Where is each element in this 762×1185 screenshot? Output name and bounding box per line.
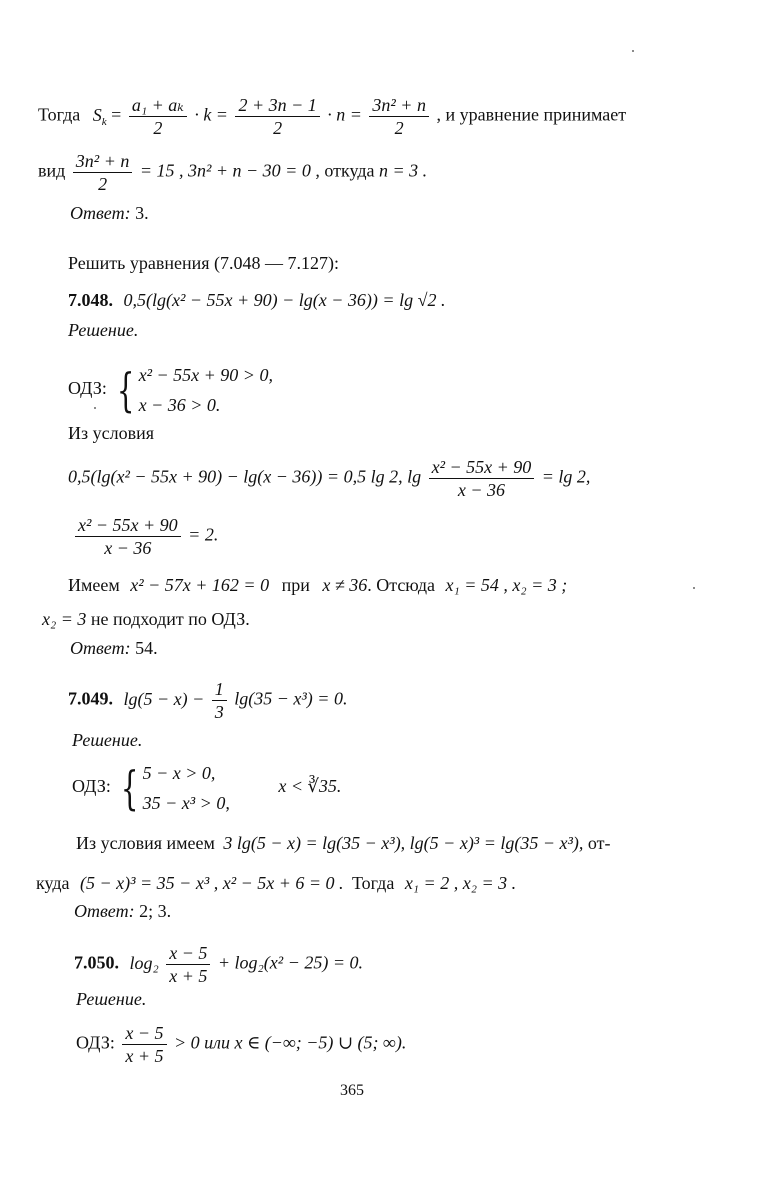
problem-7048 (68, 291, 445, 309)
text-equation-becomes: , и уравнение принимает (436, 104, 627, 125)
answer-label: Ответ: (70, 203, 131, 223)
quadratic-line (68, 576, 567, 594)
condition-work-line (76, 834, 611, 852)
rational-equation-line (72, 516, 218, 557)
fraction-2-3n-1: $\frac{2 + 3n - 1}{2}$ (235, 96, 319, 137)
fraction-a1-ak: $\frac{\text{a₁ + aₖ}}{2}$ (129, 96, 187, 137)
times-k: · k = (194, 104, 228, 125)
log-equation-right: = lg 2, (541, 466, 591, 487)
odz-label: ОДЗ: (68, 378, 107, 399)
answer-label: Ответ: (74, 901, 135, 921)
scan-dot (632, 50, 634, 52)
equation-part-a: lg(5 − x) − (123, 688, 205, 709)
times-n: · n = (327, 104, 362, 125)
result-n3: n = 3 . (378, 160, 428, 181)
equation-part-b: + log₂(x² − 25) = 0. (217, 952, 363, 973)
word-otkuda: откуда (324, 160, 375, 181)
text-from-condition: Из условия имеем (76, 833, 215, 853)
log-base-2: log₂ (129, 952, 159, 973)
answer-line-7049 (74, 902, 171, 920)
condition-1: x² − 55x + 90 > 0, (138, 365, 273, 385)
solution-label: Решение. (76, 989, 147, 1009)
section-heading: Решить уравнения (7.048 — 7.127): (68, 253, 339, 273)
cubic-work-line (36, 874, 516, 892)
condition-1: 5 − x > 0, (142, 763, 216, 783)
condition-2: x − 36 > 0. (138, 395, 221, 415)
answer-value: 54. (135, 638, 158, 658)
log-equation-left: 0,5(lg(x² − 55x + 90) − lg(x − 36)) = 0,5 lg 2, lg (68, 466, 422, 487)
odz-result: x < ∛35. (278, 776, 342, 797)
hyphen-ot: от- (587, 833, 611, 853)
quadratic-equation: x² − 57x + 162 = 0 (130, 575, 270, 595)
fraction-log-argument: $\frac{\text{x² − 55x + 90}}{x - 36}$ (429, 458, 535, 499)
fraction-3n2-n-2: $\frac{\text{3n² + n}}{2}$ (73, 152, 133, 193)
equation-3n2: = 15 , 3n² + n − 30 = 0 , (139, 160, 320, 181)
equation-transform-line (68, 458, 590, 499)
odz-label: ОДЗ: (76, 1032, 115, 1053)
word-imeem: Имеем (68, 575, 120, 595)
problem-7050 (74, 944, 363, 985)
scan-dot (693, 587, 695, 589)
odz-7048 (68, 363, 273, 417)
problem-7049 (68, 680, 347, 721)
word-togda: Тогда (38, 104, 81, 125)
solution-label: Решение. (72, 730, 143, 750)
reject-text: не подходит по ОДЗ. (90, 609, 250, 629)
problem-number: 7.049. (68, 688, 113, 709)
condition-system: { x² − 55x + 90 > 0, x − 36 > 0. (117, 363, 273, 417)
answer-line-1 (70, 204, 149, 222)
fraction-rational: $\frac{\text{x² − 55x + 90}}{x - 36}$ (75, 516, 181, 557)
answer-value: 2; 3. (139, 901, 172, 921)
page-number: 365 (340, 1082, 364, 1099)
fraction-one-third: $\frac{1}{3}$ (212, 680, 227, 721)
reject-root-line (42, 610, 250, 628)
equals-two: = 2. (188, 524, 219, 545)
condition-system: { 5 − x > 0, 35 − x³ > 0, (121, 761, 230, 815)
problem-number: 7.048. (68, 290, 113, 310)
roots: x₁ = 54 , x₂ = 3 ; (445, 575, 568, 595)
word-otsyuda: . Отсюда (367, 575, 435, 595)
roots: x₁ = 2 , x₂ = 3 . (404, 873, 517, 893)
odz-7050 (76, 1024, 406, 1065)
rejected-root: x₂ = 3 (42, 609, 87, 629)
word-kuda: куда (36, 873, 70, 893)
odz-result: > 0 или x ∈ (−∞; −5) ∪ (5; ∞). (174, 1032, 407, 1053)
sum-formula-line: Тогда $S_k$ = $\frac{\text{a₁ + aₖ}}{2}$ · k = $\frac{2 + 3n - 1}{2}$ · n = $\frac{\text{3n² + n}}{2}$ , и уравнение принимает (38, 95, 627, 138)
answer-value: 3. (135, 203, 149, 223)
fraction-x-5: $\frac{x - 5}{x + 5}$ (166, 944, 210, 985)
problem-number: 7.050. (74, 952, 119, 973)
word-togda: Тогда (352, 873, 395, 893)
problem-equation: 0,5(lg(x² − 55x + 90) − lg(x − 36)) = lg √2 . (123, 290, 446, 310)
answer-label: Ответ: (70, 638, 131, 658)
condition-2: 35 − x³ > 0, (142, 793, 230, 813)
odz-7049 (72, 761, 342, 815)
cubic-equation: (5 − x)³ = 35 − x³ , x² − 5x + 6 = 0 . (80, 873, 344, 893)
from-condition: Из условия (68, 423, 154, 443)
fraction-odz: $\frac{x - 5}{x + 5}$ (122, 1024, 166, 1065)
word-vid: вид (38, 160, 66, 181)
fraction-3n2-n: $\frac{\text{3n² + n}}{2}$ (369, 96, 429, 137)
odz-label: ОДЗ: (72, 776, 111, 797)
equation-form-line (38, 152, 427, 193)
log-transform: 3 lg(5 − x) = lg(35 − x³), lg(5 − x)³ = lg(35 − x³), (223, 833, 584, 853)
equation-part-b: lg(35 − x³) = 0. (234, 688, 348, 709)
word-pri: при (281, 575, 310, 595)
answer-line-7048 (70, 639, 158, 657)
sum-symbol: $S_k$ (92, 104, 107, 128)
restriction: x ≠ 36 (322, 575, 368, 595)
solution-label: Решение. (68, 320, 139, 340)
